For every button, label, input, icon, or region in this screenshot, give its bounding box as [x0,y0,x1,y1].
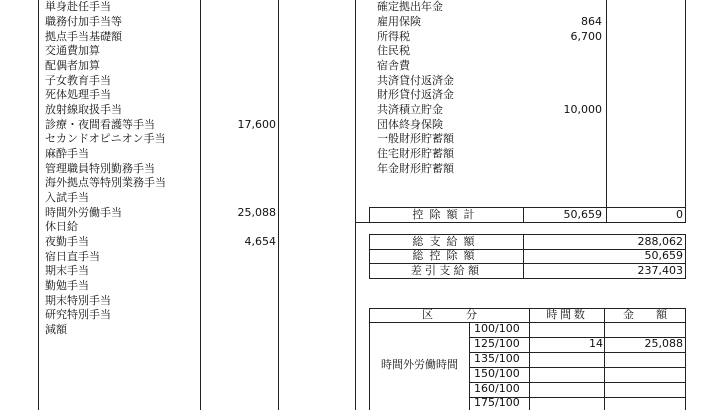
overtime-amount: 25,088 [644,337,683,350]
deduction-total-amount: 50,659 [563,208,602,221]
overtime-header-amount: 金 額 [623,308,667,321]
deduction-amount: 864 [581,15,602,28]
deduction-total-divider [523,207,524,222]
deduction-label: 年金財形貯蓄額 [377,162,454,175]
allowance-label: 夜勤手当 [45,235,89,248]
allowance-amount: 17,600 [237,118,276,131]
deduction-label: 住宅財形貯蓄額 [377,147,454,160]
deduction-label: 共済積立貯金 [377,103,443,116]
allowance-label: 研究特別手当 [45,308,111,321]
allowance-label: 拠点手当基礎額 [45,30,122,43]
allowance-label: 期末特別手当 [45,294,111,307]
overtime-rate: 175/100 [474,396,520,409]
deduction-label: 確定拠出年金 [377,0,443,13]
overtime-rate: 160/100 [474,382,520,395]
deduction-bottom-border [355,222,686,223]
summary-divider [523,234,524,279]
allowance-label: 配偶者加算 [45,59,100,72]
allowance-label: セカンドオピニオン手当 [45,132,166,145]
overtime-hours-divider [529,308,530,410]
allowance-label: 時間外労働手当 [45,206,122,219]
deduction-label: 住民税 [377,44,410,57]
deduction-label: 共済貸付返済金 [377,74,454,87]
overtime-line [369,322,686,323]
allowance-label: 海外拠点等特別業務手当 [45,176,166,189]
summary-label: 差引支給額 [410,264,483,277]
overtime-header-category: 区 分 [422,308,477,321]
allowance-label: 勤勉手当 [45,279,89,292]
summary-label: 総支給額 [412,235,481,248]
deduction-label: 財形貸付返済金 [377,88,454,101]
summary-amount: 50,659 [644,249,683,262]
allowance-label: 診療・夜間看護等手当 [45,118,155,131]
summary-line [369,278,686,279]
overtime-rate: 125/100 [474,337,520,350]
allowance-label: 職務付加手当等 [45,15,122,28]
allowance-label: 管理職員特別勤務手当 [45,162,155,175]
overtime-hours: 14 [589,337,603,350]
allowance-label: 宿日直手当 [45,250,100,263]
deduction-total-label: 控除額計 [412,208,481,221]
deduction-label: 宿舎費 [377,59,410,72]
allowance-label-divider [200,0,201,410]
allowance-label: 死体処理手当 [45,88,111,101]
overtime-rate: 100/100 [474,322,520,335]
deduction-amount: 6,700 [570,30,602,43]
allowance-label: 減額 [45,323,67,336]
allowance-label: 麻酔手当 [45,147,89,160]
allowance-label: 期末手当 [45,264,89,277]
deduction-amount-divider [606,0,607,222]
summary-amount: 237,403 [637,264,683,277]
summary-label: 総控除額 [412,249,481,262]
allowance-amount: 25,088 [237,206,276,219]
overtime-group-label: 時間外労働時間 [381,358,458,371]
overtime-header-hours: 時間数 [546,308,588,321]
deduction-label: 一般財形貯蓄額 [377,132,454,145]
allowance-label: 休日給 [45,220,78,233]
deduction-right-border [685,0,686,222]
allowance-amount: 4,654 [244,235,276,248]
allowance-label: 交通費加算 [45,44,100,57]
allowance-label: 入試手当 [45,191,89,204]
deduction-amount: 10,000 [563,103,602,116]
overtime-right-border [685,308,686,410]
deduction-label: 所得税 [377,30,410,43]
allowance-label: 放射線取扱手当 [45,103,122,116]
overtime-rate-divider [469,322,470,410]
deduction-left-border [355,0,356,410]
overtime-amount-divider [604,308,605,410]
allowance-amount-divider [278,0,279,410]
allowance-left-border [38,0,39,410]
overtime-rate: 135/100 [474,352,520,365]
summary-amount: 288,062 [637,235,683,248]
deduction-label: 雇用保険 [377,15,421,28]
deduction-label: 団体終身保険 [377,118,443,131]
deduction-total-extra: 0 [676,208,683,221]
overtime-rate: 150/100 [474,367,520,380]
allowance-label: 単身赴任手当 [45,0,111,13]
summary-right-border [685,234,686,279]
allowance-label: 子女教育手当 [45,74,111,87]
